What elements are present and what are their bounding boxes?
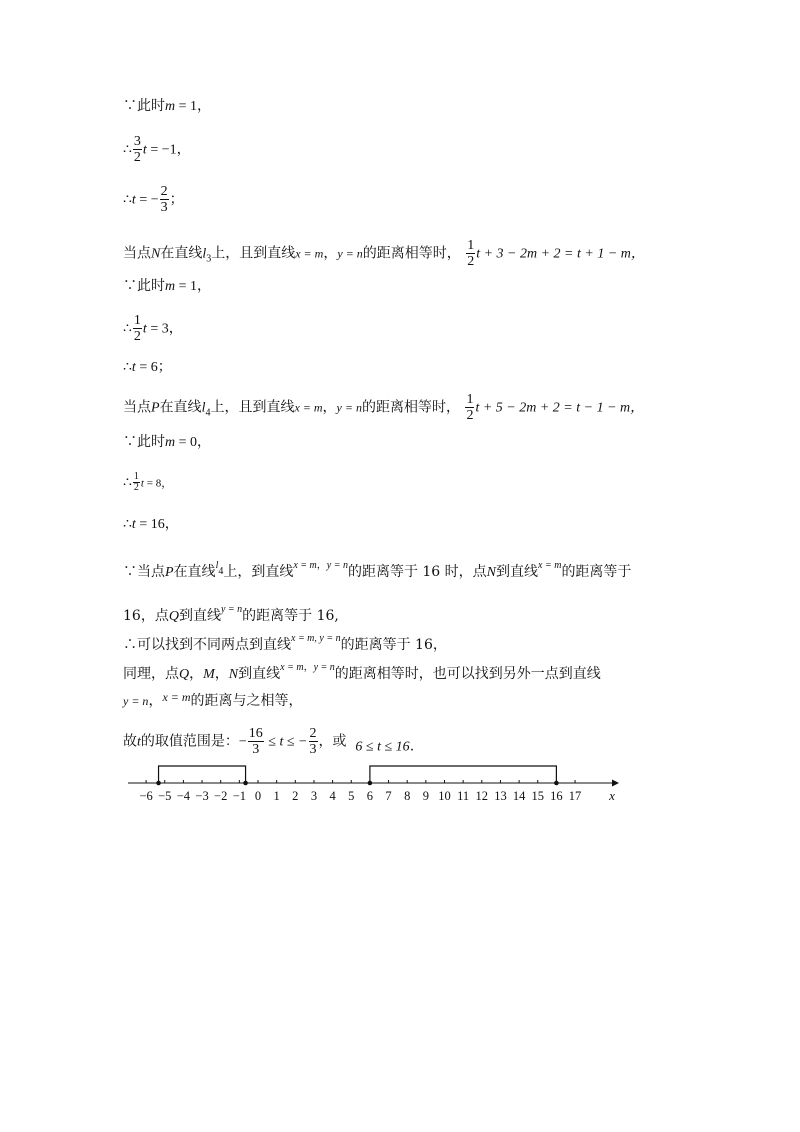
text: 在直线 [173,564,216,580]
var-t: t [137,734,141,750]
minus-sign: − [238,734,247,750]
number-line-diagram [0,755,800,805]
therefore-symbol: ∴ [123,359,132,375]
line-4 [123,238,645,270]
tick-label: 1 [273,789,280,803]
text: ， [323,245,338,262]
numerator: 1 [466,392,474,407]
denominator: 2 [133,150,141,165]
therefore-symbol: ∴ [123,516,132,532]
line-9 [123,432,211,453]
fraction [160,184,169,215]
text: 上，且到直线 [210,399,295,416]
axis-label: x [609,788,615,803]
text: = 6； [135,360,172,375]
line-16 [123,687,303,711]
tick-label: 6 [366,789,374,803]
line-l: l [215,560,219,571]
text: ， [322,399,337,416]
denominator: 2 [466,408,474,423]
text: = 8， [143,477,173,490]
var-t: t [142,142,147,158]
fraction [466,238,475,269]
tick-label: 3 [310,789,318,803]
tick-label: 13 [494,789,507,803]
interval-endpoint-dot [368,781,373,786]
point-q: Q [179,667,190,682]
point-n: N [486,565,497,580]
interval-endpoint-dot [156,781,161,786]
line-7 [123,357,172,378]
line-2 [123,134,191,165]
equation: x = m [538,560,562,571]
text: 到直线 [178,608,221,624]
denominator: 2 [133,329,141,344]
fraction [133,472,140,493]
text: 16，点 [123,608,169,624]
fraction [133,313,142,344]
line-l: l [201,400,206,416]
equation: x = m [295,246,324,261]
text: ∵此时 [123,98,165,114]
equation: y = n [313,662,335,673]
text: 的距离相等时， [362,245,461,262]
interval-endpoint-dot [554,781,559,786]
tick-label: −2 [214,789,228,803]
var-t: t [131,517,136,532]
text: ∴可以找到不同两点到直线 [123,637,291,653]
numerator: 2 [160,184,168,199]
tick-label: −5 [158,789,172,803]
var-t: t [131,360,136,375]
denominator: 2 [467,254,475,269]
text: ∵当点 [123,564,165,580]
tick-label: −3 [195,789,209,803]
text: 同理，点 [123,666,179,682]
numerator: 1 [133,471,139,482]
equation: x = m [162,690,191,704]
text: . [409,738,415,755]
text: ， [189,666,204,682]
line-10 [123,472,172,494]
text: 的距离相等时， [361,399,460,416]
tick-label: −1 [232,789,247,803]
denominator: 3 [252,742,260,757]
subscript: 4 [218,566,224,577]
equation: x = m [293,560,317,571]
fraction [465,392,474,423]
text: 故 [123,733,137,750]
text: = −1， [146,142,191,158]
point-q: Q [168,609,179,624]
var-m: m [165,435,176,450]
equation: y = n [220,604,243,615]
axis-arrow-icon [612,780,619,787]
text: ， [214,666,229,682]
text: = 3， [146,321,183,337]
tick-label: 16 [550,789,563,803]
equation: y = n [336,400,362,415]
tick-label: 7 [385,789,392,803]
text: ； [169,191,184,208]
text: 的取值范围是： [140,733,239,750]
text: = 1， [175,99,212,114]
line-14 [123,629,447,655]
text: ， [148,693,163,709]
equation: x = m [294,400,323,415]
point-p: P [151,400,160,416]
text: 的距离与之相等， [190,693,303,709]
tick-label: 2 [292,789,299,803]
line-13 [123,600,339,627]
tick-label: 8 [404,789,411,803]
inequality: 6 ≤ t ≤ 16 [355,739,410,755]
equation: t + 3 − 2m + 2 = t + 1 − m， [476,246,645,262]
text: 的距离等于 16， [340,637,447,653]
therefore-symbol: ∴ [123,320,132,337]
text: 的距离等于 16, [242,608,339,624]
subscript: 4 [205,407,211,419]
therefore-symbol: ∴ [123,191,132,208]
tick-label: −4 [176,789,191,803]
tick-label: 11 [457,789,470,803]
text: ， [316,560,327,571]
line-6 [123,313,183,344]
text: 到直线 [496,564,539,580]
text: 的距离等于 [561,564,632,580]
equation: x = m [280,662,304,673]
tick-label: 12 [475,789,489,803]
numerator: 16 [248,726,263,741]
tick-label: 10 [438,789,451,803]
point-m: M [203,667,215,682]
text: 上，到直线 [223,564,294,580]
point-n: N [151,246,161,262]
text: ，或 [318,733,347,750]
tick-label: 4 [329,789,336,803]
var-m: m [165,279,176,294]
text: 当点 [123,245,151,262]
point-p: P [165,565,174,580]
line-17 [123,726,414,758]
interval-endpoint-dot [243,781,248,786]
text: ∵此时 [123,434,165,450]
intervals [156,766,558,785]
equation: y = n [123,694,149,708]
therefore-symbol: ∴ [123,141,132,158]
var-t: t [140,477,144,490]
subscript: 3 [206,253,212,265]
text: 上，且到直线 [211,245,296,262]
tick-label: 14 [512,789,526,803]
fraction [248,726,264,757]
var-m: m [165,99,176,114]
denominator: 3 [309,742,317,757]
text: = 0， [175,435,212,450]
text: 的距离相等时，也可以找到另外一点到直线 [334,666,601,682]
text: 在直线 [159,399,202,416]
fraction [309,726,318,757]
tick-label: 17 [568,789,582,803]
var-t: t [131,192,136,208]
tick-label: −6 [139,789,153,803]
equation: y = n [326,560,348,571]
line-1 [123,96,211,117]
tick-label: 0 [254,789,262,803]
line-12 [123,556,631,583]
denominator: 3 [160,200,168,215]
line-l: l [202,246,207,262]
equation: y = n [337,246,363,261]
line-11 [123,514,179,535]
text: 在直线 [160,245,203,262]
var-t: t [142,321,147,337]
numerator: 3 [133,134,141,149]
text: 的距离等于 16 时，点 [347,564,487,580]
point-n: N [228,667,239,682]
text: = − [135,192,159,208]
tick-label: 9 [422,789,429,803]
line-8 [123,392,644,424]
numerator: 1 [133,313,141,328]
line-15 [123,658,601,685]
text: = 16， [135,517,179,532]
fraction [133,134,142,165]
equation: t + 5 − 2m + 2 = t − 1 − m， [475,400,645,416]
denominator: 2 [133,482,139,493]
text: 当点 [123,399,151,416]
text: ， [303,662,314,673]
therefore-symbol: ∴ [123,474,132,491]
text: ∵此时 [123,278,165,294]
line-3 [123,184,184,215]
inequality: ≤ t ≤ − [264,734,308,750]
numerator: 2 [309,726,317,741]
text: = 1， [175,279,212,294]
text: 到直线 [238,666,281,682]
equation: x = m, y = n [291,633,341,644]
tick-label: 15 [531,789,544,803]
line-5 [123,276,211,297]
tick-label: 5 [348,789,355,803]
numerator: 1 [467,238,475,253]
